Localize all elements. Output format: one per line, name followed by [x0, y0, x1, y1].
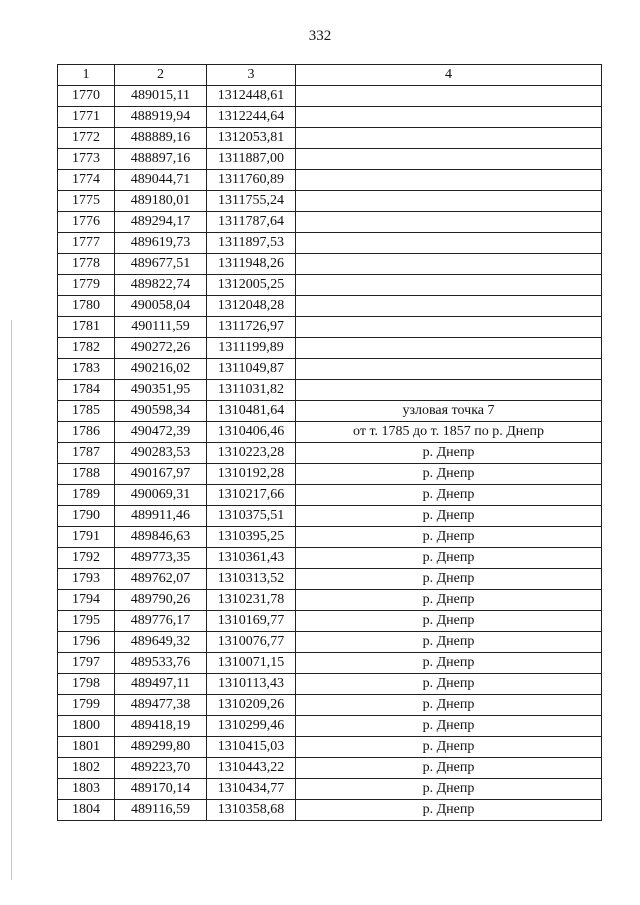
- x-coordinate-cell: 490351,95: [115, 380, 207, 401]
- table-row: [58, 149, 602, 170]
- table-row: [58, 128, 602, 149]
- description-cell: [296, 86, 602, 107]
- description-cell: р. Днепр: [296, 569, 602, 590]
- column-header-2: 2: [115, 65, 207, 86]
- y-coordinate-cell: 1310113,43: [207, 674, 296, 695]
- description-cell: р. Днепр: [296, 800, 602, 821]
- y-coordinate-cell: 1311755,24: [207, 191, 296, 212]
- table-row: [58, 443, 602, 464]
- table-row: [58, 359, 602, 380]
- point-number-cell: 1773: [58, 149, 115, 170]
- description-cell: [296, 275, 602, 296]
- description-cell: р. Днепр: [296, 737, 602, 758]
- table-body: [58, 86, 602, 821]
- x-coordinate-cell: 489677,51: [115, 254, 207, 275]
- x-coordinate-cell: 489477,38: [115, 695, 207, 716]
- y-coordinate-cell: 1311199,89: [207, 338, 296, 359]
- table-row: [58, 86, 602, 107]
- point-number-cell: 1796: [58, 632, 115, 653]
- y-coordinate-cell: 1310415,03: [207, 737, 296, 758]
- x-coordinate-cell: 490167,97: [115, 464, 207, 485]
- y-coordinate-cell: 1311031,82: [207, 380, 296, 401]
- point-number-cell: 1787: [58, 443, 115, 464]
- description-cell: р. Днепр: [296, 653, 602, 674]
- x-coordinate-cell: 489619,73: [115, 233, 207, 254]
- x-coordinate-cell: 490216,02: [115, 359, 207, 380]
- table-row: [58, 695, 602, 716]
- description-cell: р. Днепр: [296, 548, 602, 569]
- table-row: [58, 527, 602, 548]
- table-row: [58, 338, 602, 359]
- table-row: [58, 653, 602, 674]
- x-coordinate-cell: 489773,35: [115, 548, 207, 569]
- table-header-row: [58, 65, 602, 86]
- x-coordinate-cell: 490272,26: [115, 338, 207, 359]
- x-coordinate-cell: 489776,17: [115, 611, 207, 632]
- point-number-cell: 1779: [58, 275, 115, 296]
- x-coordinate-cell: 490058,04: [115, 296, 207, 317]
- x-coordinate-cell: 488889,16: [115, 128, 207, 149]
- description-cell: р. Днепр: [296, 485, 602, 506]
- column-header-4: 4: [296, 65, 602, 86]
- y-coordinate-cell: 1310299,46: [207, 716, 296, 737]
- y-coordinate-cell: 1310443,22: [207, 758, 296, 779]
- y-coordinate-cell: 1311049,87: [207, 359, 296, 380]
- table-row: [58, 674, 602, 695]
- point-number-cell: 1798: [58, 674, 115, 695]
- table-row: [58, 107, 602, 128]
- y-coordinate-cell: 1310209,26: [207, 695, 296, 716]
- x-coordinate-cell: 489418,19: [115, 716, 207, 737]
- x-coordinate-cell: 489822,74: [115, 275, 207, 296]
- x-coordinate-cell: 488919,94: [115, 107, 207, 128]
- x-coordinate-cell: 489911,46: [115, 506, 207, 527]
- table-row: [58, 716, 602, 737]
- table-row: [58, 296, 602, 317]
- table-row: [58, 275, 602, 296]
- point-number-cell: 1776: [58, 212, 115, 233]
- point-number-cell: 1795: [58, 611, 115, 632]
- description-cell: [296, 107, 602, 128]
- description-cell: р. Днепр: [296, 611, 602, 632]
- table-row: [58, 422, 602, 443]
- description-cell: р. Днепр: [296, 527, 602, 548]
- y-coordinate-cell: 1312053,81: [207, 128, 296, 149]
- point-number-cell: 1797: [58, 653, 115, 674]
- x-coordinate-cell: 489116,59: [115, 800, 207, 821]
- y-coordinate-cell: 1310192,28: [207, 464, 296, 485]
- y-coordinate-cell: 1312005,25: [207, 275, 296, 296]
- point-number-cell: 1791: [58, 527, 115, 548]
- table-row: [58, 380, 602, 401]
- x-coordinate-cell: 489762,07: [115, 569, 207, 590]
- point-number-cell: 1792: [58, 548, 115, 569]
- point-number-cell: 1804: [58, 800, 115, 821]
- table-row: [58, 569, 602, 590]
- description-cell: р. Днепр: [296, 506, 602, 527]
- y-coordinate-cell: 1312448,61: [207, 86, 296, 107]
- x-coordinate-cell: 489223,70: [115, 758, 207, 779]
- x-coordinate-cell: 490069,31: [115, 485, 207, 506]
- y-coordinate-cell: 1311760,89: [207, 170, 296, 191]
- table-row: [58, 737, 602, 758]
- y-coordinate-cell: 1311726,97: [207, 317, 296, 338]
- x-coordinate-cell: 489497,11: [115, 674, 207, 695]
- column-header-3: 3: [207, 65, 296, 86]
- point-number-cell: 1774: [58, 170, 115, 191]
- x-coordinate-cell: 490472,39: [115, 422, 207, 443]
- description-cell: [296, 380, 602, 401]
- x-coordinate-cell: 489790,26: [115, 590, 207, 611]
- point-number-cell: 1778: [58, 254, 115, 275]
- y-coordinate-cell: 1311887,00: [207, 149, 296, 170]
- table-row: [58, 548, 602, 569]
- description-cell: р. Днепр: [296, 695, 602, 716]
- point-number-cell: 1788: [58, 464, 115, 485]
- y-coordinate-cell: 1311787,64: [207, 212, 296, 233]
- table-row: [58, 401, 602, 422]
- y-coordinate-cell: 1312244,64: [207, 107, 296, 128]
- y-coordinate-cell: 1310076,77: [207, 632, 296, 653]
- point-number-cell: 1799: [58, 695, 115, 716]
- page-number: 332: [308, 28, 332, 44]
- description-cell: [296, 191, 602, 212]
- table-row: [58, 485, 602, 506]
- point-number-cell: 1783: [58, 359, 115, 380]
- point-number-cell: 1784: [58, 380, 115, 401]
- table-row: [58, 191, 602, 212]
- description-cell: [296, 128, 602, 149]
- scan-edge-line: [11, 320, 12, 880]
- point-number-cell: 1800: [58, 716, 115, 737]
- x-coordinate-cell: 489170,14: [115, 779, 207, 800]
- y-coordinate-cell: 1310169,77: [207, 611, 296, 632]
- description-cell: от т. 1785 до т. 1857 по р. Днепр: [296, 422, 602, 443]
- x-coordinate-cell: 489649,32: [115, 632, 207, 653]
- point-number-cell: 1803: [58, 779, 115, 800]
- point-number-cell: 1771: [58, 107, 115, 128]
- point-number-cell: 1794: [58, 590, 115, 611]
- description-cell: р. Днепр: [296, 590, 602, 611]
- point-number-cell: 1782: [58, 338, 115, 359]
- y-coordinate-cell: 1310071,15: [207, 653, 296, 674]
- description-cell: [296, 317, 602, 338]
- description-cell: [296, 296, 602, 317]
- point-number-cell: 1777: [58, 233, 115, 254]
- point-number-cell: 1785: [58, 401, 115, 422]
- y-coordinate-cell: 1310361,43: [207, 548, 296, 569]
- table-row: [58, 611, 602, 632]
- column-header-1: 1: [58, 65, 115, 86]
- table-row: [58, 317, 602, 338]
- description-cell: р. Днепр: [296, 443, 602, 464]
- x-coordinate-cell: 489533,76: [115, 653, 207, 674]
- description-cell: [296, 359, 602, 380]
- x-coordinate-cell: 490598,34: [115, 401, 207, 422]
- y-coordinate-cell: 1311948,26: [207, 254, 296, 275]
- y-coordinate-cell: 1310313,52: [207, 569, 296, 590]
- y-coordinate-cell: 1310434,77: [207, 779, 296, 800]
- description-cell: [296, 149, 602, 170]
- point-number-cell: 1772: [58, 128, 115, 149]
- point-number-cell: 1793: [58, 569, 115, 590]
- description-cell: узловая точка 7: [296, 401, 602, 422]
- description-cell: р. Днепр: [296, 674, 602, 695]
- y-coordinate-cell: 1311897,53: [207, 233, 296, 254]
- x-coordinate-cell: 488897,16: [115, 149, 207, 170]
- table-row: [58, 170, 602, 191]
- x-coordinate-cell: 489294,17: [115, 212, 207, 233]
- table-row: [58, 464, 602, 485]
- point-number-cell: 1786: [58, 422, 115, 443]
- table-row: [58, 506, 602, 527]
- description-cell: [296, 212, 602, 233]
- table-row: [58, 254, 602, 275]
- y-coordinate-cell: 1312048,28: [207, 296, 296, 317]
- point-number-cell: 1801: [58, 737, 115, 758]
- y-coordinate-cell: 1310375,51: [207, 506, 296, 527]
- table-row: [58, 779, 602, 800]
- description-cell: [296, 233, 602, 254]
- point-number-cell: 1789: [58, 485, 115, 506]
- y-coordinate-cell: 1310217,66: [207, 485, 296, 506]
- x-coordinate-cell: 489044,71: [115, 170, 207, 191]
- x-coordinate-cell: 489180,01: [115, 191, 207, 212]
- y-coordinate-cell: 1310231,78: [207, 590, 296, 611]
- y-coordinate-cell: 1310395,25: [207, 527, 296, 548]
- table-row: [58, 212, 602, 233]
- point-number-cell: 1790: [58, 506, 115, 527]
- description-cell: р. Днепр: [296, 716, 602, 737]
- point-number-cell: 1781: [58, 317, 115, 338]
- y-coordinate-cell: 1310481,64: [207, 401, 296, 422]
- description-cell: р. Днепр: [296, 779, 602, 800]
- description-cell: р. Днепр: [296, 632, 602, 653]
- description-cell: [296, 170, 602, 191]
- description-cell: р. Днепр: [296, 464, 602, 485]
- y-coordinate-cell: 1310358,68: [207, 800, 296, 821]
- point-number-cell: 1802: [58, 758, 115, 779]
- point-number-cell: 1775: [58, 191, 115, 212]
- x-coordinate-cell: 489299,80: [115, 737, 207, 758]
- description-cell: [296, 254, 602, 275]
- coordinates-table: [57, 64, 602, 821]
- y-coordinate-cell: 1310406,46: [207, 422, 296, 443]
- table-row: [58, 800, 602, 821]
- table-row: [58, 632, 602, 653]
- x-coordinate-cell: 490111,59: [115, 317, 207, 338]
- table-row: [58, 590, 602, 611]
- table-row: [58, 758, 602, 779]
- description-cell: р. Днепр: [296, 758, 602, 779]
- x-coordinate-cell: 489846,63: [115, 527, 207, 548]
- description-cell: [296, 338, 602, 359]
- y-coordinate-cell: 1310223,28: [207, 443, 296, 464]
- point-number-cell: 1770: [58, 86, 115, 107]
- table-row: [58, 233, 602, 254]
- x-coordinate-cell: 489015,11: [115, 86, 207, 107]
- point-number-cell: 1780: [58, 296, 115, 317]
- x-coordinate-cell: 490283,53: [115, 443, 207, 464]
